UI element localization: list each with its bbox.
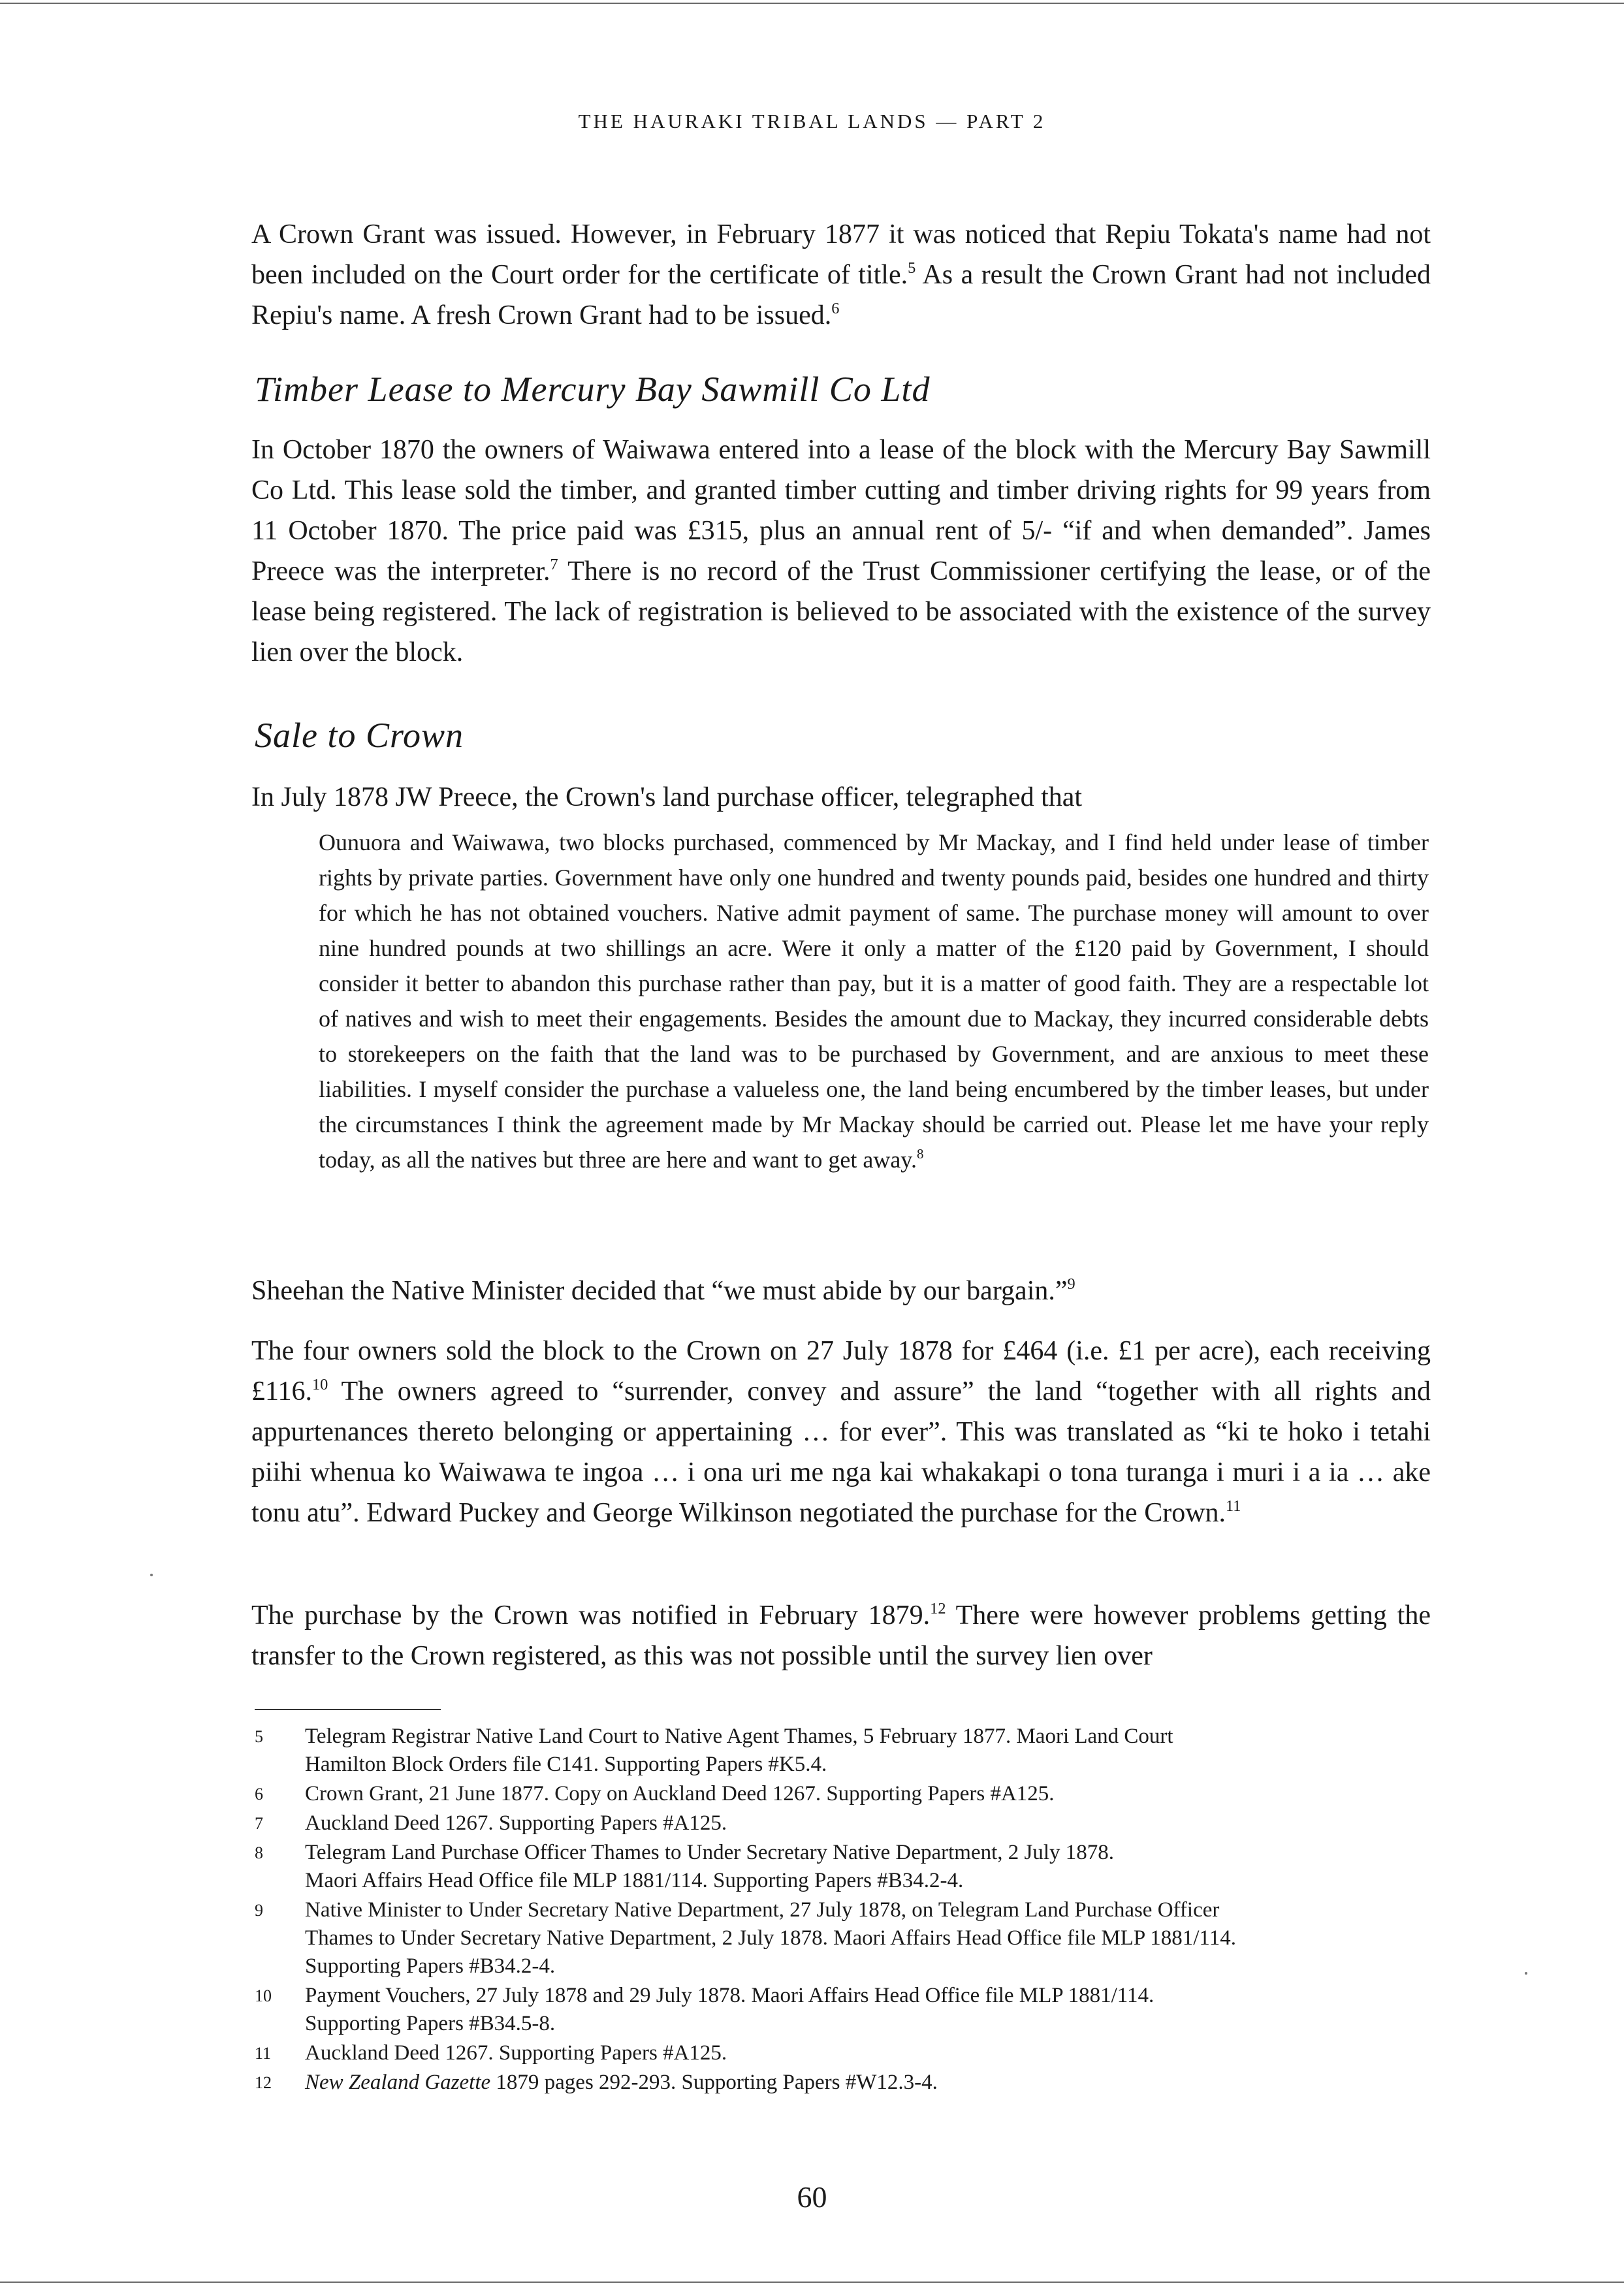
footnote-number: 9 xyxy=(255,1901,263,1920)
footnotes xyxy=(255,1723,1469,2098)
heading-timber-lease: Timber Lease to Mercury Bay Sawmill Co Ltd xyxy=(255,370,931,409)
sheehan-text: Sheehan the Native Minister decided that “we must abide by our bargain.” xyxy=(251,1276,1068,1306)
block-quote xyxy=(319,825,1429,1177)
footnote-10 xyxy=(255,1982,1469,2038)
sale-intro-block xyxy=(251,777,1431,818)
timber-text-cont: There is no record of the Trust Commissioner certifying the lease, or of the lease being registered. The lack of registration is believed to be associated with the existence of the survey lien over the block. xyxy=(251,556,1431,667)
footnote-ref[interactable]: 10 xyxy=(311,1375,328,1393)
sale-intro-paragraph: In July 1878 JW Preece, the Crown's land purchase officer, telegraphed that xyxy=(251,782,1083,812)
footnote-line: Auckland Deed 1267. Supporting Papers #A125. xyxy=(305,2041,727,2065)
footnote-line: Payment Vouchers, 27 July 1878 and 29 July 1878. Maori Affairs Head Office file MLP 1881/114. xyxy=(305,1984,1154,2007)
heading-sale-to-crown: Sale to Crown xyxy=(255,716,464,755)
footnote-number: 7 xyxy=(255,1814,263,1833)
footnote-line xyxy=(305,2069,1469,2097)
quote-text: Ounuora and Waiwawa, two blocks purchased, commenced by Mr Mackay, and I find held under lease of timber rights by private parties. Government have only one hundred and twenty pounds paid, besides one hundred and thirty for which he has not obtained vouchers. Native admit payment of same. The purchase money will amount to over nine hundred pounds at two shillings an acre. Were it only a matter of the £120 paid by Government, I should consider it better to abandon this purchase rather than pay, but it is a matter of good faith. They are a respectable lot of natives and wish to meet their engagements. Besides the amount due to Mackay, they incurred considerable debts to storekeepers on the faith that the land was to be purchased by Government, and are anxious to meet these liabilities. I myself consider the purchase a valueless one, the land being encumbered by the timber leases, but under the circumstances I think the agreement made by Mr Mackay should be carried out. Please let me have your reply today, as all the natives but three are here and want to get away. xyxy=(319,829,1429,1173)
intro-paragraph-block xyxy=(251,214,1431,336)
footnote-ref[interactable]: 12 xyxy=(930,1599,946,1617)
footnote-line: Supporting Papers #B34.5-8. xyxy=(305,2012,556,2035)
scan-speck xyxy=(1525,1972,1527,1975)
timber-text: In October 1870 the owners of Waiwawa entered into a lease of the block with the Mercury Bay Sawmill Co Ltd. This lease sold the timber, and granted timber cutting and timber driving rights for 99 years from 11 October 1870. The price paid was £315, plus an annual rent of 5/- “if and when demanded”. James Preece was the interpreter. xyxy=(251,435,1431,586)
footnote-line-rest: 1879 pages 292-293. Supporting Papers #W12.3-4. xyxy=(490,2071,938,2094)
top-edge-rule xyxy=(0,3,1624,4)
intro-text-cont: As a result the Crown Grant had not included Repiu's name. A fresh Crown Grant had to be issued. xyxy=(251,260,1431,330)
footnote-ref[interactable]: 9 xyxy=(1067,1275,1075,1293)
publication-title: New Zealand Gazette xyxy=(305,2071,491,2094)
footnote-number: 5 xyxy=(255,1727,263,1746)
owners-paragraph-block xyxy=(251,1331,1431,1533)
purchase-text-cont: There were however problems getting the transfer to the Crown registered, as this was not possible until the survey lien over xyxy=(251,1600,1431,1671)
footnote-7 xyxy=(255,1809,1469,1837)
footnote-11 xyxy=(255,2039,1469,2067)
footnote-line: Supporting Papers #B34.2-4. xyxy=(305,1954,556,1978)
footnote-number: 11 xyxy=(255,2044,272,2063)
footnote-line: Thames to Under Secretary Native Department, 2 July 1878. Maori Affairs Head Office file MLP 1881/114. xyxy=(305,1926,1236,1950)
owners-text: The four owners sold the block to the Crown on 27 July 1878 for £464 (i.e. £1 per acre), each receiving £116. xyxy=(251,1336,1431,1407)
running-head: THE HAURAKI TRIBAL LANDS — PART 2 xyxy=(578,110,1046,133)
owners-text-cont: The owners agreed to “surrender, convey and assure” the land “together with all rights and appurtenances thereto belonging or appertaining … for ever”. This was translated as “ki te hoko i tetahi piihi whenua ko Waiwawa te ingoa … i ona uri me nga kai whakakapi o tona turanga i muri i a ia … ake tonu atu”. Edward Puckey and George Wilkinson negotiated the purchase for the Crown. xyxy=(251,1376,1431,1528)
footnote-ref[interactable]: 5 xyxy=(908,259,916,277)
footnote-line: Crown Grant, 21 June 1877. Copy on Auckland Deed 1267. Supporting Papers #A125. xyxy=(305,1782,1055,1805)
footnote-number: 10 xyxy=(255,1986,272,2005)
footnote-number: 12 xyxy=(255,2073,272,2092)
owners-paragraph xyxy=(251,1331,1431,1533)
bottom-edge-rule xyxy=(0,2282,1624,2283)
scan-speck xyxy=(150,1574,153,1576)
purchase-paragraph-block xyxy=(251,1595,1431,1676)
footnote-12 xyxy=(255,2069,1469,2097)
footnote-line: Native Minister to Under Secretary Native Department, 27 July 1878, on Telegram Land Purchase Officer xyxy=(305,1898,1220,1922)
footnote-number: 6 xyxy=(255,1785,263,1804)
timber-paragraph xyxy=(251,430,1431,673)
footnote-ref[interactable]: 11 xyxy=(1226,1497,1241,1515)
purchase-paragraph xyxy=(251,1595,1431,1676)
timber-paragraph-block xyxy=(251,430,1431,673)
sheehan-paragraph-block xyxy=(251,1271,1431,1311)
footnote-8 xyxy=(255,1839,1469,1895)
intro-text: A Crown Grant was issued. However, in February 1877 it was noticed that Repiu Tokata's name had not been included on the Court order for the certificate of title. xyxy=(251,219,1431,290)
footnote-9 xyxy=(255,1896,1469,1980)
footnote-ref[interactable]: 8 xyxy=(916,1145,924,1162)
footnote-ref[interactable]: 6 xyxy=(831,299,840,317)
footnote-ref[interactable]: 7 xyxy=(550,555,558,573)
footnote-line: Telegram Registrar Native Land Court to Native Agent Thames, 5 February 1877. Maori Land Court xyxy=(305,1725,1173,1748)
purchase-text: The purchase by the Crown was notified in February 1879. xyxy=(251,1600,931,1630)
footnote-separator xyxy=(255,1709,441,1710)
footnote-line: Telegram Land Purchase Officer Thames to Under Secretary Native Department, 2 July 1878. xyxy=(305,1841,1115,1864)
footnote-6 xyxy=(255,1780,1469,1808)
footnote-line: Hamilton Block Orders file C141. Supporting Papers #K5.4. xyxy=(305,1753,827,1776)
footnote-line: Maori Affairs Head Office file MLP 1881/114. Supporting Papers #B34.2-4. xyxy=(305,1869,964,1892)
footnote-line: Auckland Deed 1267. Supporting Papers #A125. xyxy=(305,1811,727,1835)
page-number: 60 xyxy=(797,2180,827,2214)
intro-paragraph xyxy=(251,214,1431,336)
sheehan-paragraph xyxy=(251,1271,1431,1311)
footnote-number: 8 xyxy=(255,1843,263,1862)
footnote-5 xyxy=(255,1723,1469,1779)
